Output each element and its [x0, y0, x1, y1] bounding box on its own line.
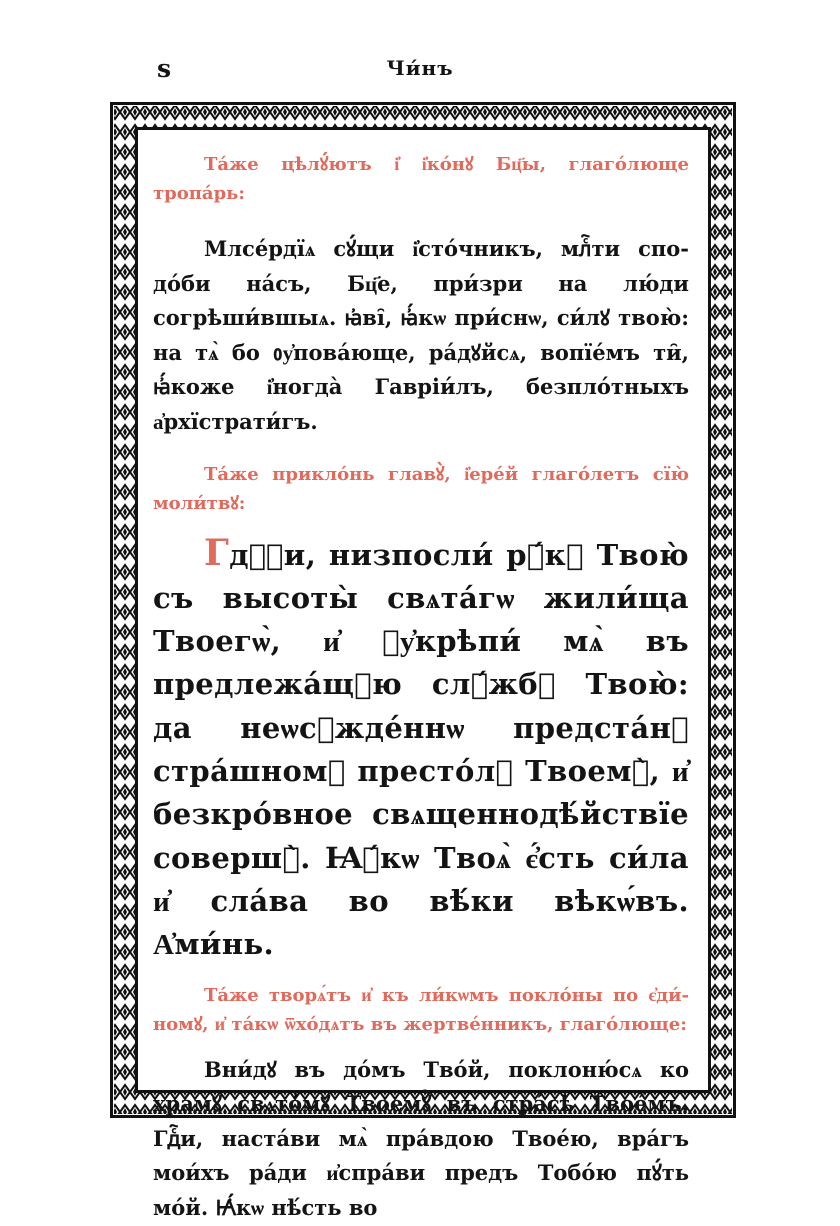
- troparion-text: Млсе́рдїѧ сꙋ́щи і҆сто́чникъ, млⷭ҇ти сподо́би на́съ, Бц҃е, при́зри на лю́ди согрѣши́вшыѧ. ꙗ҆ві̑, ꙗ҆́кѡ при́снѡ, си́лꙋ твою̀: на тѧ̀ бо ᲂу҆пова́юще, ра́дꙋйсѧ, вопїе́мъ ти̑, ꙗ҆́коже і҆ногда̀ Гавріи́лъ, безпло́тныхъ а҆рхїстрати́гъ.: [153, 236, 689, 434]
- page-header: [0, 54, 840, 90]
- running-title: Чи́нъ: [386, 56, 454, 80]
- red-initial: Г: [204, 531, 230, 574]
- rubric-kiss-icon: Та́же цѣлꙋ́ютъ і҆ і҆ко́нꙋ Бц҃ы, глаго́люще тропа́рь:: [153, 154, 689, 204]
- priest-prayer-text: дⷭ҇и, низпосли́ рꙋ́кꙋ Твою̀ съ высоты̀ свѧта́гѡ жили́ща Твоегѡ̀, и҆ ᲂу҆крѣпи́ мѧ̀ въ предлежа́щꙋю слꙋ́жбꙋ Твою̀: да неѡсꙋжде́ннѡ предста́нꙋ стра́шномꙋ престо́лꙋ Твоемꙋ̀, и҆ безкро́вное свѧщеннодѣ́йствїе совершꙋ̀. Ꙗ҆́кѡ Твоѧ̀ є҆́сть си́ла и҆ сла́ва во вѣ́ки вѣкѡ́въ. А҆ми́нь.: [153, 537, 689, 962]
- psalm-verse-text: Вни́дꙋ въ до́мъ Тво́й, поклоню́сѧ ко хра́мꙋ свѧто́мꙋ Твоемꙋ̀ въ стра́сѣ Твое́мъ. Гдⷭ҇и, наста́ви мѧ̀ пра́вдою Твое́ю, вра́гъ мои́хъ ра́ди и҆спра́ви предъ Тобо́ю пꙋ́ть мо́й. Ꙗ҆́кѡ нѣ́сть во: [153, 1056, 689, 1220]
- priest-prayer: [153, 532, 689, 967]
- page-content: [153, 150, 689, 1226]
- rubric-bows-to-choirs: Та́же творѧ́тъ и҆ къ ли́кѡмъ покло́ны по є҆ди́номꙋ, и҆ та́кѡ ѿхо́дѧтъ въ жертве́нникъ, глаго́люще:: [153, 984, 689, 1035]
- rubric-bow-head: Та́же прикло́нь главꙋ̀, і҆ере́й глаго́летъ сїю̀ моли́твꙋ:: [153, 463, 689, 514]
- page-number: ѕ: [157, 54, 172, 83]
